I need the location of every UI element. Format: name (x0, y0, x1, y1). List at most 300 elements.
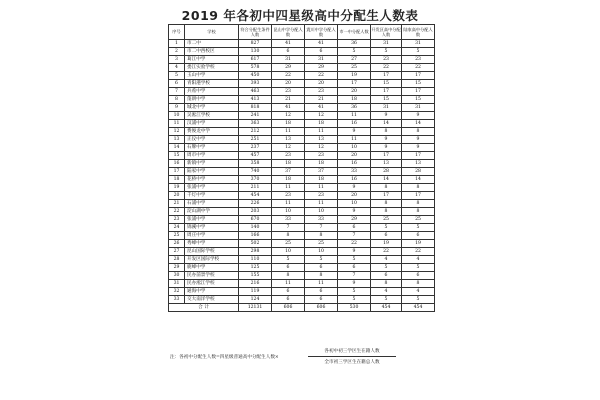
row-number-cell: 7 (169, 88, 185, 96)
school-name-cell: 新镇中学 (185, 160, 239, 168)
row-number-cell: 32 (169, 288, 185, 296)
allocation-table (168, 24, 435, 312)
count-cell: 13 (402, 160, 435, 168)
count-cell: 450 (239, 72, 272, 80)
count-cell: 14 (371, 120, 402, 128)
header-cell: 陆家高中分配人数 (402, 25, 435, 40)
count-cell: 166 (239, 232, 272, 240)
table-row (169, 112, 435, 120)
count-cell: 212 (239, 128, 272, 136)
table-row (169, 168, 435, 176)
count-cell: 8 (371, 208, 402, 216)
count-cell: 7 (338, 272, 371, 280)
row-number-cell: 29 (169, 264, 185, 272)
count-cell: 203 (239, 208, 272, 216)
school-name-cell: 玉山中学 (185, 72, 239, 80)
count-cell: 23 (272, 88, 305, 96)
row-number-cell: 8 (169, 96, 185, 104)
count-cell: 36 (338, 104, 371, 112)
school-name-cell: 张浦中学 (185, 184, 239, 192)
row-number-cell: 23 (169, 216, 185, 224)
count-cell: 23 (305, 88, 338, 96)
count-cell: 31 (402, 40, 435, 48)
school-name-cell: 娄江实验学校 (185, 64, 239, 72)
count-cell: 20 (305, 80, 338, 88)
count-cell: 155 (239, 272, 272, 280)
school-name-cell: 交大南洋学校 (185, 296, 239, 304)
count-cell: 19 (371, 240, 402, 248)
table-row (169, 216, 435, 224)
school-name-cell: 千灯中学 (185, 192, 239, 200)
count-cell: 5 (338, 296, 371, 304)
count-cell: 18 (272, 176, 305, 184)
row-number-cell: 13 (169, 136, 185, 144)
count-cell: 7 (272, 224, 305, 232)
note-lead: 注：各初中分配生人数=四星级普通高中分配生人数× (170, 355, 279, 360)
row-number-cell: 5 (169, 72, 185, 80)
header-cell: 开发区高中分配人数 (371, 25, 402, 40)
count-cell: 15 (371, 80, 402, 88)
count-cell: 502 (239, 240, 272, 248)
total-label: 合 计 (169, 304, 239, 312)
count-cell: 140 (239, 224, 272, 232)
count-cell: 5 (402, 224, 435, 232)
table-row (169, 232, 435, 240)
note-denominator: 全市初三学区生在籍总人数 (324, 360, 380, 365)
count-cell: 216 (239, 280, 272, 288)
count-cell: 19 (338, 72, 371, 80)
count-cell: 8 (402, 128, 435, 136)
row-number-cell: 25 (169, 232, 185, 240)
table-row (169, 264, 435, 272)
school-name-cell: 花桥中学 (185, 176, 239, 184)
count-cell: 9 (371, 144, 402, 152)
count-cell: 5 (371, 48, 402, 56)
count-cell: 36 (338, 40, 371, 48)
count-cell: 124 (239, 296, 272, 304)
count-cell: 119 (239, 288, 272, 296)
count-cell: 5 (402, 264, 435, 272)
count-cell: 10 (338, 200, 371, 208)
count-cell: 19 (402, 240, 435, 248)
count-cell: 18 (305, 120, 338, 128)
count-cell: 29 (338, 216, 371, 224)
count-cell: 670 (239, 216, 272, 224)
count-cell: 33 (272, 216, 305, 224)
count-cell: 237 (239, 144, 272, 152)
table-row (169, 88, 435, 96)
table-row (169, 72, 435, 80)
school-name-cell: 费俊龙中学 (185, 128, 239, 136)
school-name-cell: 周庄中学 (185, 232, 239, 240)
count-cell: 28 (402, 168, 435, 176)
header-cell: 序号 (169, 25, 185, 40)
count-cell: 5 (371, 224, 402, 232)
row-number-cell: 9 (169, 104, 185, 112)
count-cell: 13 (272, 136, 305, 144)
count-cell: 23 (371, 56, 402, 64)
count-cell: 11 (338, 136, 371, 144)
count-cell: 9 (338, 128, 371, 136)
count-cell: 18 (272, 120, 305, 128)
count-cell: 8 (305, 272, 338, 280)
count-cell: 17 (371, 152, 402, 160)
table-row (169, 56, 435, 64)
school-name-cell: 昆山国际学校 (185, 248, 239, 256)
count-cell: 21 (272, 96, 305, 104)
count-cell: 5 (338, 288, 371, 296)
count-cell: 18 (305, 160, 338, 168)
count-cell: 11 (272, 184, 305, 192)
count-cell: 21 (305, 96, 338, 104)
row-number-cell: 26 (169, 240, 185, 248)
table-row (169, 80, 435, 88)
count-cell: 125 (239, 264, 272, 272)
row-number-cell: 28 (169, 256, 185, 264)
count-cell: 23 (402, 56, 435, 64)
count-cell: 17 (371, 192, 402, 200)
table-row (169, 176, 435, 184)
row-number-cell: 14 (169, 144, 185, 152)
school-name-cell: 吴淞江学校 (185, 112, 239, 120)
header-cell: 市一中分配人数 (338, 25, 371, 40)
count-cell: 9 (402, 136, 435, 144)
count-cell: 8 (402, 184, 435, 192)
count-cell: 31 (371, 40, 402, 48)
school-name-cell: 正仪中学 (185, 136, 239, 144)
school-name-cell: 周市中学 (185, 152, 239, 160)
count-cell: 22 (338, 240, 371, 248)
count-cell: 11 (305, 128, 338, 136)
count-cell: 25 (272, 240, 305, 248)
count-cell: 11 (338, 112, 371, 120)
row-number-cell: 20 (169, 192, 185, 200)
school-name-cell: 开发区国际学校 (185, 256, 239, 264)
count-cell: 6 (272, 288, 305, 296)
row-number-cell: 30 (169, 272, 185, 280)
count-cell: 17 (402, 72, 435, 80)
count-cell: 28 (371, 168, 402, 176)
count-cell: 11 (305, 280, 338, 288)
count-cell: 11 (305, 184, 338, 192)
school-name-cell: 蓬朗中学 (185, 96, 239, 104)
row-number-cell: 15 (169, 152, 185, 160)
table-body (169, 40, 435, 304)
table-row (169, 272, 435, 280)
count-cell: 8 (402, 208, 435, 216)
table-row (169, 280, 435, 288)
count-cell: 454 (239, 192, 272, 200)
count-cell: 41 (272, 104, 305, 112)
count-cell: 23 (305, 192, 338, 200)
count-cell: 8 (402, 280, 435, 288)
count-cell: 22 (371, 64, 402, 72)
count-cell: 15 (402, 96, 435, 104)
count-cell: 41 (272, 40, 305, 48)
document-title: 2019 年各初中四星级高中分配生人数表 (181, 8, 419, 23)
count-cell: 9 (338, 248, 371, 256)
count-cell: 358 (239, 160, 272, 168)
count-cell: 41 (305, 104, 338, 112)
count-cell: 10 (338, 144, 371, 152)
count-cell: 37 (272, 168, 305, 176)
table-row (169, 96, 435, 104)
count-cell: 211 (239, 184, 272, 192)
count-cell: 23 (272, 152, 305, 160)
count-cell: 15 (371, 96, 402, 104)
count-cell: 370 (239, 176, 272, 184)
count-cell: 4 (402, 288, 435, 296)
table-row (169, 64, 435, 72)
row-number-cell: 31 (169, 280, 185, 288)
count-cell: 17 (402, 192, 435, 200)
formula-note (170, 348, 460, 388)
school-name-cell: 市二中西校区 (185, 48, 239, 56)
row-number-cell: 11 (169, 120, 185, 128)
count-cell: 130 (239, 48, 272, 56)
table-row (169, 184, 435, 192)
table-row (169, 40, 435, 48)
count-cell: 11 (272, 128, 305, 136)
row-number-cell: 1 (169, 40, 185, 48)
count-cell: 10 (305, 208, 338, 216)
count-cell: 9 (402, 144, 435, 152)
count-cell: 8 (371, 200, 402, 208)
count-cell: 10 (272, 248, 305, 256)
count-cell: 5 (371, 264, 402, 272)
count-cell: 457 (239, 152, 272, 160)
count-cell: 11 (305, 200, 338, 208)
count-cell: 5 (305, 256, 338, 264)
count-cell: 22 (305, 72, 338, 80)
count-cell: 20 (272, 80, 305, 88)
count-cell: 6 (305, 48, 338, 56)
school-name-cell: 石牌中学 (185, 144, 239, 152)
table-row (169, 208, 435, 216)
count-cell: 25 (338, 64, 371, 72)
total-cell: 12131 (239, 304, 272, 312)
count-cell: 29 (272, 64, 305, 72)
count-cell: 16 (338, 120, 371, 128)
table-row (169, 248, 435, 256)
row-number-cell: 27 (169, 248, 185, 256)
school-name-cell: 锦溪中学 (185, 224, 239, 232)
count-cell: 33 (338, 168, 371, 176)
count-cell: 7 (305, 224, 338, 232)
count-cell: 4 (371, 288, 402, 296)
count-cell: 298 (239, 248, 272, 256)
table-row (169, 288, 435, 296)
count-cell: 31 (371, 104, 402, 112)
school-name-cell: 淀山湖中学 (185, 208, 239, 216)
count-cell: 14 (402, 176, 435, 184)
count-cell: 18 (305, 176, 338, 184)
table-header-row (169, 25, 435, 40)
count-cell: 18 (272, 160, 305, 168)
count-cell: 25 (305, 240, 338, 248)
count-cell: 6 (305, 288, 338, 296)
header-cell: 符合分配生条件人数 (239, 25, 272, 40)
count-cell: 23 (272, 192, 305, 200)
table-row (169, 128, 435, 136)
count-cell: 110 (239, 256, 272, 264)
count-cell: 22 (371, 248, 402, 256)
count-cell: 617 (239, 56, 272, 64)
count-cell: 31 (272, 56, 305, 64)
row-number-cell: 10 (169, 112, 185, 120)
count-cell: 6 (338, 224, 371, 232)
count-cell: 5 (402, 48, 435, 56)
count-cell: 14 (402, 120, 435, 128)
count-cell: 11 (272, 200, 305, 208)
school-name-cell: 城北中学 (185, 104, 239, 112)
count-cell: 23 (305, 152, 338, 160)
table-row (169, 192, 435, 200)
count-cell: 15 (402, 80, 435, 88)
count-cell: 29 (305, 64, 338, 72)
count-cell: 25 (371, 216, 402, 224)
count-cell: 5 (338, 48, 371, 56)
table-row (169, 160, 435, 168)
count-cell: 818 (239, 104, 272, 112)
row-number-cell: 4 (169, 64, 185, 72)
count-cell: 6 (305, 296, 338, 304)
row-number-cell: 21 (169, 200, 185, 208)
note-numerator: 各初中初三学区生在籍人数 (324, 349, 380, 354)
count-cell: 363 (239, 120, 272, 128)
count-cell: 18 (338, 96, 371, 104)
table-row (169, 224, 435, 232)
total-cell: 606 (305, 304, 338, 312)
count-cell: 393 (239, 80, 272, 88)
school-name-cell: 陆家中学 (185, 168, 239, 176)
count-cell: 6 (272, 48, 305, 56)
total-cell: 454 (402, 304, 435, 312)
table-row (169, 136, 435, 144)
count-cell: 241 (239, 112, 272, 120)
count-cell: 4 (402, 256, 435, 264)
count-cell: 6 (305, 264, 338, 272)
count-cell: 5 (338, 256, 371, 264)
count-cell: 20 (338, 88, 371, 96)
row-number-cell: 2 (169, 48, 185, 56)
count-cell: 25 (402, 216, 435, 224)
row-number-cell: 18 (169, 176, 185, 184)
count-cell: 6 (402, 232, 435, 240)
table-row (169, 240, 435, 248)
count-cell: 22 (402, 248, 435, 256)
row-number-cell: 22 (169, 208, 185, 216)
header-cell: 昆山中学分配人数 (272, 25, 305, 40)
count-cell: 22 (272, 72, 305, 80)
count-cell: 9 (338, 208, 371, 216)
count-cell: 22 (402, 64, 435, 72)
school-name-cell: 鹿峰中学 (185, 264, 239, 272)
count-cell: 8 (371, 184, 402, 192)
count-cell: 17 (371, 88, 402, 96)
school-name-cell: 市二中 (185, 40, 239, 48)
count-cell: 37 (305, 168, 338, 176)
count-cell: 17 (402, 88, 435, 96)
row-number-cell: 33 (169, 296, 185, 304)
total-cell: 530 (338, 304, 371, 312)
count-cell: 7 (338, 232, 371, 240)
school-name-cell: 张浦中学 (185, 216, 239, 224)
count-cell: 9 (338, 280, 371, 288)
table-row (169, 48, 435, 56)
count-cell: 17 (371, 72, 402, 80)
school-name-cell: 汉浦中学 (185, 120, 239, 128)
count-cell: 17 (338, 80, 371, 88)
school-name-cell: 秀峰中学 (185, 240, 239, 248)
count-cell: 9 (402, 112, 435, 120)
count-cell: 12 (272, 112, 305, 120)
count-cell: 12 (305, 144, 338, 152)
count-cell: 8 (371, 280, 402, 288)
table-row (169, 152, 435, 160)
count-cell: 20 (338, 152, 371, 160)
count-cell: 6 (371, 272, 402, 280)
count-cell: 9 (338, 184, 371, 192)
count-cell: 827 (239, 40, 272, 48)
total-cell: 606 (272, 304, 305, 312)
count-cell: 740 (239, 168, 272, 176)
count-cell: 226 (239, 200, 272, 208)
count-cell: 8 (402, 200, 435, 208)
count-cell: 6 (402, 272, 435, 280)
school-name-cell: 兵希中学 (185, 88, 239, 96)
count-cell: 31 (305, 56, 338, 64)
count-cell: 6 (272, 296, 305, 304)
count-cell: 33 (305, 216, 338, 224)
total-cell: 454 (371, 304, 402, 312)
count-cell: 4 (371, 256, 402, 264)
header-cell: 震川中学分配人数 (305, 25, 338, 40)
count-cell: 463 (239, 88, 272, 96)
row-number-cell: 19 (169, 184, 185, 192)
count-cell: 12 (272, 144, 305, 152)
count-cell: 11 (272, 280, 305, 288)
count-cell: 31 (402, 104, 435, 112)
row-number-cell: 24 (169, 224, 185, 232)
count-cell: 16 (338, 176, 371, 184)
count-cell: 251 (239, 136, 272, 144)
table-row (169, 256, 435, 264)
row-number-cell: 12 (169, 128, 185, 136)
school-name-cell: 青阳港学校 (185, 80, 239, 88)
count-cell: 9 (371, 136, 402, 144)
count-cell: 8 (272, 232, 305, 240)
row-number-cell: 16 (169, 160, 185, 168)
fraction-bar (308, 356, 396, 357)
table-row (169, 200, 435, 208)
count-cell: 13 (305, 136, 338, 144)
school-name-cell: 通海中学 (185, 288, 239, 296)
count-cell: 8 (272, 272, 305, 280)
row-number-cell: 3 (169, 56, 185, 64)
school-name-cell: 葛江中学 (185, 56, 239, 64)
count-cell: 5 (272, 256, 305, 264)
count-cell: 41 (305, 40, 338, 48)
row-number-cell: 17 (169, 168, 185, 176)
count-cell: 6 (371, 232, 402, 240)
count-cell: 10 (272, 208, 305, 216)
count-cell: 20 (338, 192, 371, 200)
count-cell: 27 (338, 56, 371, 64)
table-row (169, 296, 435, 304)
count-cell: 9 (371, 112, 402, 120)
total-row (169, 304, 435, 312)
